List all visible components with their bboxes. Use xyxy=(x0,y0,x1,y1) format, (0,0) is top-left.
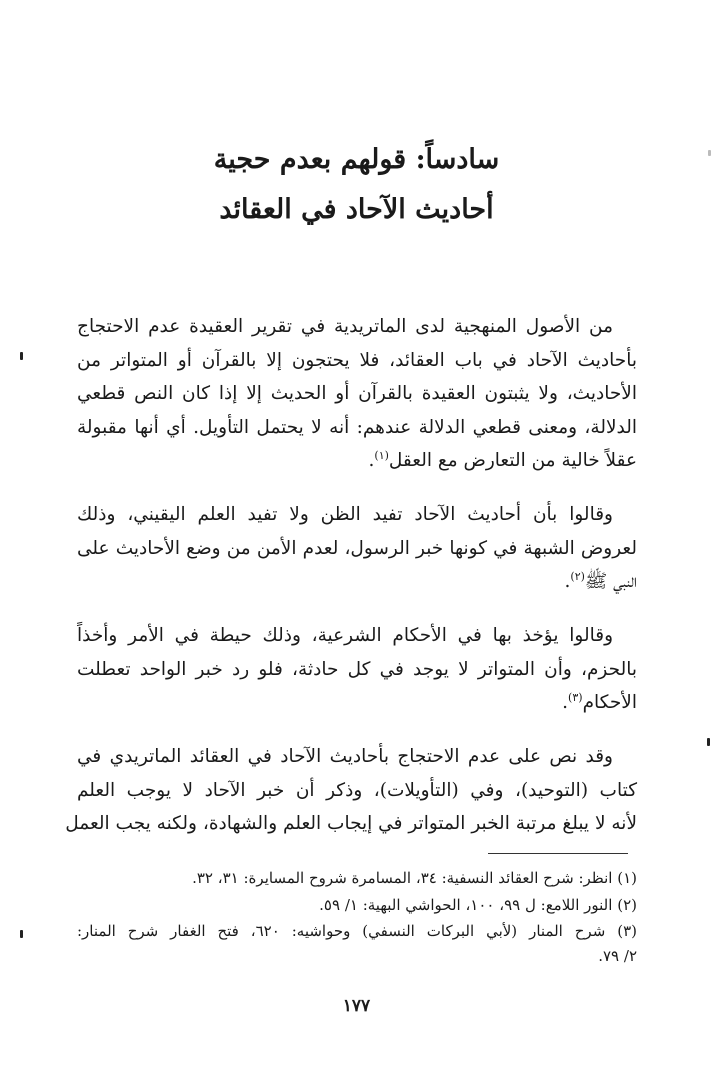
paragraph-line: وقالوا يؤخذ بها في الأحكام الشرعية، وذلك حيطة في الأمر وأخذاً xyxy=(77,625,614,646)
paragraph-line: كتاب (التوحيد)، وفي (التأويلات)، وذكر أن خبر الآحاد لا يوجب العلم xyxy=(77,779,637,801)
footnote-ref: (٣) xyxy=(568,690,583,704)
footnote-3 xyxy=(77,919,637,969)
scan-mark xyxy=(20,352,23,360)
paragraph-line xyxy=(77,444,637,478)
footnote-text: النور اللامع: ل ٩٩، ١٠٠، الحواشي البهية: ١/ ٥٩. xyxy=(319,896,613,914)
paragraph-line: بأحاديث الآحاد في باب العقائد، فلا يحتجون إلا بالقرآن أو المتواتر من xyxy=(77,349,637,371)
paragraph-line: من الأصول المنهجية لدى الماتريدية في تقرير العقيدة عدم الاحتجاج xyxy=(77,316,613,337)
scan-mark xyxy=(707,738,710,746)
paragraph-line-text: عقلاً خالية من التعارض مع العقل xyxy=(388,450,637,471)
sentence-end: . xyxy=(564,571,571,592)
footnote-line xyxy=(77,919,637,944)
paragraph-2 xyxy=(77,498,637,599)
section-heading-line-2: أحاديث الآحاد في العقائد xyxy=(219,194,494,225)
paragraph-line: وقد نص على عدم الاحتجاج بأحاديث الآحاد في العقائد الماتريدي في xyxy=(77,746,613,767)
paragraph-line xyxy=(77,686,637,720)
section-heading-line-1: سادساً: قولهم بعدم حجية xyxy=(213,144,500,175)
sentence-end: . xyxy=(562,692,569,713)
footnote-2 xyxy=(77,893,637,918)
footnote-number: (٢) xyxy=(617,896,637,914)
scan-mark xyxy=(708,150,711,156)
footnote-text: انظر: شرح العقائد النسفية: ٣٤، المسامرة شروح المسايرة: ٣١، ٣٢. xyxy=(192,869,613,887)
sentence-end: . xyxy=(368,450,375,471)
paragraph-line: لأنه لا يبلغ مرتبة الخبر المتواتر في إيجاب العلم والشهادة، ولكنه يجب العمل xyxy=(65,813,637,834)
paragraph-line-text: النبي ﷺ xyxy=(584,571,637,592)
paragraph-line xyxy=(77,565,637,599)
paragraph-line: بالحزم، وأن المتواتر لا يوجد في كل حادثة، فلو رد خبر الواحد تعطلت xyxy=(77,658,637,680)
scan-mark xyxy=(20,930,23,938)
paragraph-line: لعروض الشبهة في كونها خبر الرسول، لعدم الأمن من وضع الأحاديث على xyxy=(77,537,637,559)
paragraph-line: الأحاديث، ولا يثبتون العقيدة بالقرآن أو الحديث إلا إذا كان النص قطعي xyxy=(77,383,637,404)
footnote-number: (٣) xyxy=(617,922,637,940)
paragraph-line: وقالوا بأن أحاديث الآحاد تفيد الظن ولا تفيد العلم اليقيني، وذلك xyxy=(77,504,613,525)
paragraph-line-text: الأحكام xyxy=(582,692,637,713)
footnote-continuation: ٢/ ٧٩. xyxy=(598,947,637,965)
footnote-number: (١) xyxy=(617,869,637,887)
paragraph-line: الدلالة، ومعنى قطعي الدلالة عندهم: أنه لا يحتمل التأويل. أي أنها مقبولة xyxy=(77,416,637,438)
footnote-1 xyxy=(77,866,637,891)
footnote-line xyxy=(77,866,637,891)
paragraph-4 xyxy=(65,740,637,841)
footnote-text: شرح المنار (لأبي البركات النسفي) وحواشيه: ٦٢٠، فتح الغفار شرح المنار: xyxy=(77,922,606,940)
footnote-ref: (٢) xyxy=(570,569,585,583)
footnote-separator xyxy=(488,853,628,854)
page-number: ١٧٧ xyxy=(342,996,371,1016)
footnote-line xyxy=(77,893,637,918)
paragraph-1 xyxy=(77,310,637,478)
paragraph-3 xyxy=(77,619,637,720)
footnote-ref: (١) xyxy=(374,448,389,462)
